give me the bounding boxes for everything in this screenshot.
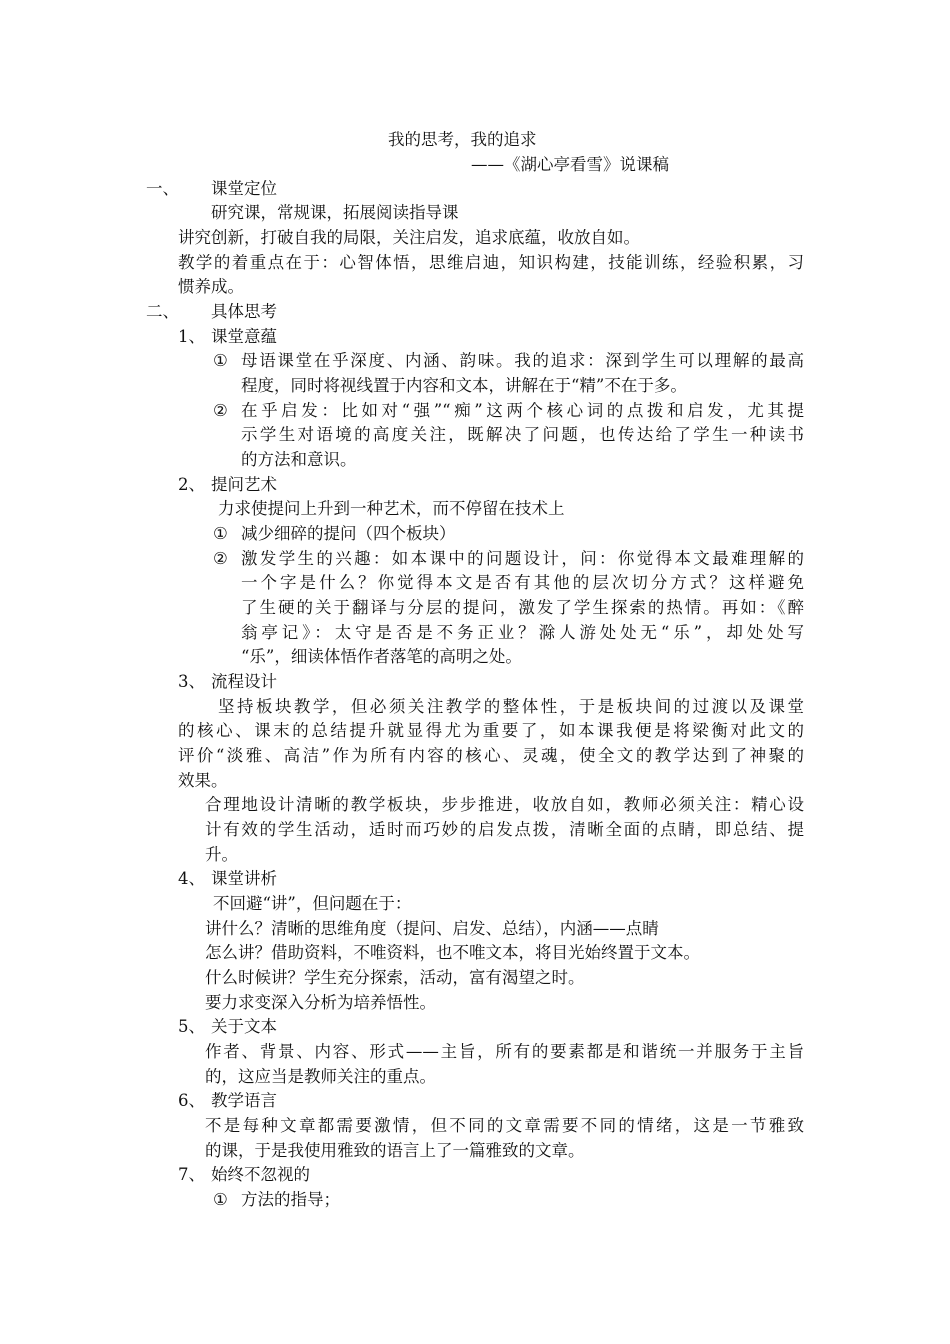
item-1-line: 的方法和意识。 (241, 450, 357, 469)
item-6-line: 不是每种文章都需要激情，但不同的文章需要不同的情绪，这是一节雅致 (205, 1116, 804, 1135)
item-7-number: 7、 (178, 1165, 205, 1184)
circled-two-marker: ② (213, 549, 228, 568)
item-1-heading: 课堂意蕴 (211, 327, 277, 346)
circled-one-marker: ① (213, 524, 228, 543)
doc-title: 我的思考，我的追求 (388, 130, 537, 149)
item-1-line: 程度，同时将视线置于内容和文本，讲解在于“精”不在于多。 (241, 376, 687, 395)
item-2-heading: 提问艺术 (211, 475, 277, 494)
item-1-number: 1、 (178, 327, 205, 346)
item-6-heading: 教学语言 (211, 1091, 277, 1110)
section-1-number: 一、 (146, 179, 179, 198)
section-1-line: 研究课，常规课，拓展阅读指导课 (211, 203, 459, 222)
section-1-heading: 课堂定位 (211, 179, 277, 198)
item-4-number: 4、 (178, 869, 205, 888)
item-4-line: 讲什么？清晰的思维角度（提问、启发、总结），内涵——点睛 (205, 919, 659, 938)
item-2-line: “乐”，细读体悟作者落笔的高明之处。 (241, 647, 522, 666)
item-4-line: 要力求变深入分析为培养悟性。 (205, 993, 436, 1012)
item-3-number: 3、 (178, 672, 205, 691)
circled-two-marker: ② (213, 401, 228, 420)
item-6-line: 的课，于是我使用雅致的语言上了一篇雅致的文章。 (205, 1141, 585, 1160)
item-5-line: 的，这应当是教师关注的重点。 (205, 1067, 436, 1086)
item-7-line: 方法的指导； (241, 1190, 340, 1209)
section-2-number: 二、 (146, 302, 179, 321)
item-2-line: 了生硬的关于翻译与分层的提问，激发了学生探索的热情。再如：《醉 (241, 598, 804, 617)
item-5-heading: 关于文本 (211, 1017, 277, 1036)
item-1-line: 在乎启发：比如对“强”“痴”这两个核心词的点拨和启发，尤其提 (241, 401, 804, 420)
section-1-line: 讲究创新，打破自我的局限，关注启发，追求底蕴，收放自如。 (178, 228, 640, 247)
section-2-heading: 具体思考 (211, 302, 277, 321)
item-4-line: 什么时候讲？学生充分探索，活动，富有渴望之时。 (205, 968, 585, 987)
section-1-line: 惯养成。 (178, 277, 244, 296)
item-1-line: 母语课堂在乎深度、内涵、韵味。我的追求：深到学生可以理解的最高 (241, 351, 804, 370)
item-1-line: 示学生对语境的高度关注，既解决了问题，也传达给了学生一种读书 (241, 425, 804, 444)
section-1-line: 教学的着重点在于：心智体悟，思维启迪，知识构建，技能训练，经验积累，习 (178, 253, 804, 272)
item-2-line: 减少细碎的提问（四个板块） (241, 524, 456, 543)
doc-subtitle: ——《湖心亭看雪》说课稿 (471, 155, 669, 174)
item-3-line: 坚持板块教学，但必须关注教学的整体性，于是板块间的过渡以及课堂 (218, 697, 804, 716)
item-4-line: 怎么讲？借助资料，不唯资料，也不唯文本，将目光始终置于文本。 (205, 943, 700, 962)
item-2-line: 翁亭记》：太守是否是不务正业？滁人游处处无“乐”，却处处写 (241, 623, 804, 642)
item-4-line: 不回避“讲”，但问题在于： (213, 894, 412, 913)
item-5-number: 5、 (178, 1017, 205, 1036)
circled-one-marker: ① (213, 351, 228, 370)
item-3-line: 升。 (205, 845, 238, 864)
item-3-line: 效果。 (178, 771, 228, 790)
item-3-line: 合理地设计清晰的教学板块，步步推进，收放自如，教师必须关注：精心设 (205, 795, 804, 814)
circled-one-marker: ① (213, 1190, 228, 1209)
item-2-number: 2、 (178, 475, 205, 494)
item-5-line: 作者、背景、内容、形式——主旨，所有的要素都是和谐统一并服务于主旨 (205, 1042, 804, 1061)
item-2-line: 力求使提问上升到一种艺术，而不停留在技术上 (218, 499, 565, 518)
item-3-line: 的核心、课末的总结提升就显得尤为重要了，如本课我便是将梁衡对此文的 (178, 721, 804, 740)
item-4-heading: 课堂讲析 (211, 869, 277, 888)
item-3-line: 评价“淡雅、高洁”作为所有内容的核心、灵魂，使全文的教学达到了神聚的 (178, 746, 804, 765)
item-2-line: 激发学生的兴趣：如本课中的问题设计，问：你觉得本文最难理解的 (241, 549, 804, 568)
item-6-number: 6、 (178, 1091, 205, 1110)
item-2-line: 一个字是什么？你觉得本文是否有其他的层次切分方式？这样避免 (241, 573, 804, 592)
item-3-line: 计有效的学生活动，适时而巧妙的启发点拨，清晰全面的点睛，即总结、提 (205, 820, 804, 839)
item-3-heading: 流程设计 (211, 672, 277, 691)
item-7-heading: 始终不忽视的 (211, 1165, 310, 1184)
